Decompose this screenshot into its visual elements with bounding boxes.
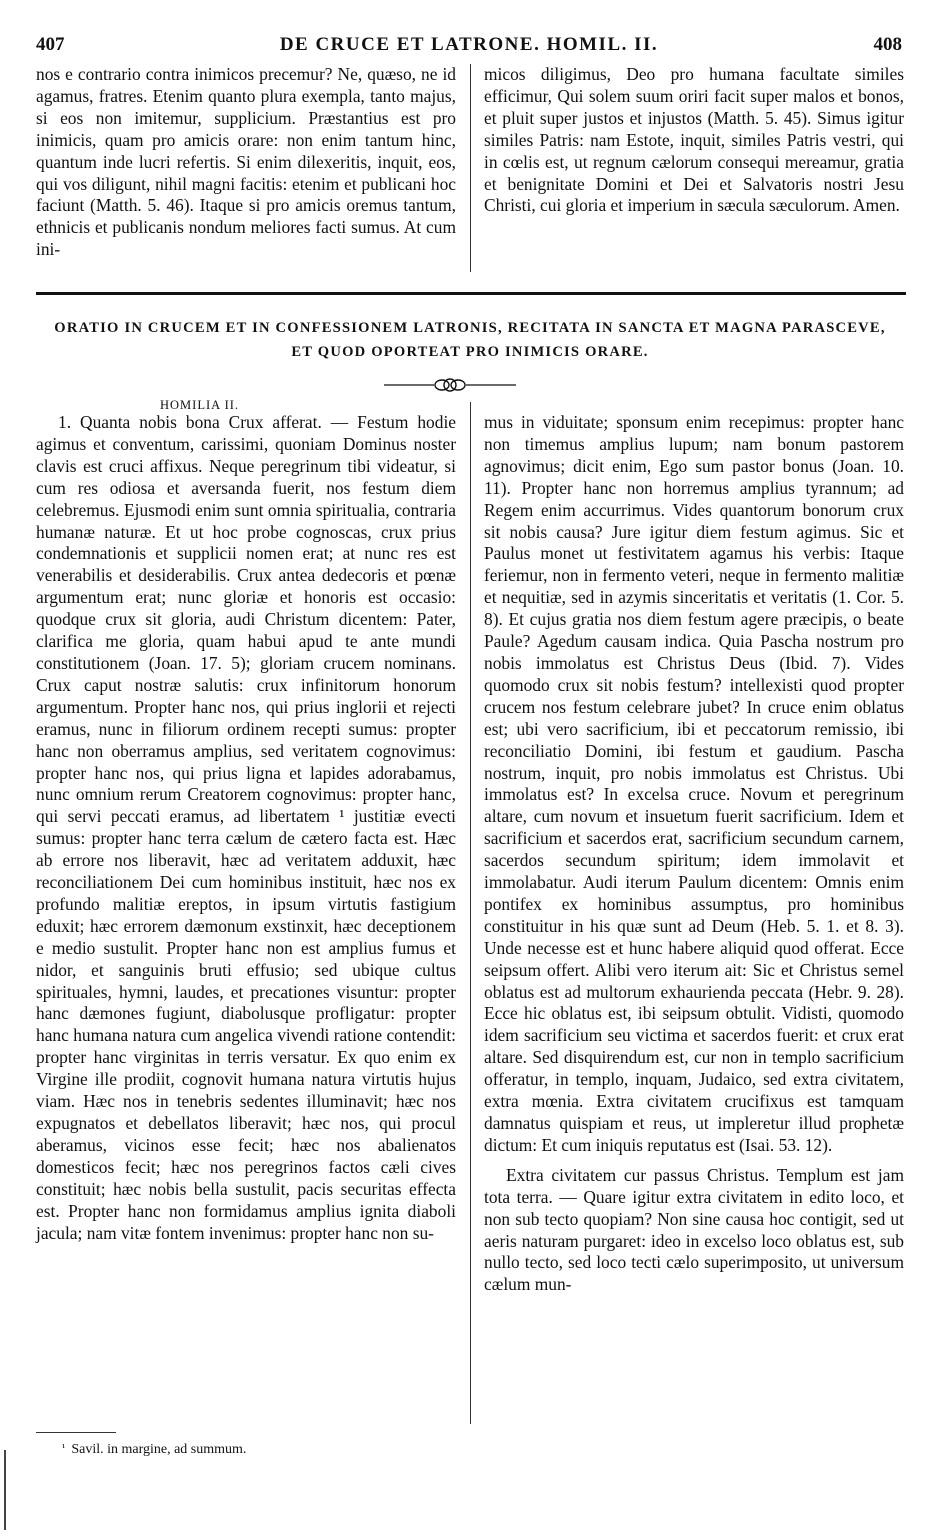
running-title: DE CRUCE ET LATRONE. HOMIL. II. [279, 34, 659, 55]
homily-label: HOMILIA II. [160, 398, 240, 412]
oration-title [30, 316, 910, 364]
paragraph: Extra civitatem cur passus Christus. Templum est jam tota terra. — Quare igitur extra civitatem in edito loco, et non sub tecto quopiam? Non sine causa hoc contigit, sed ut aeris naturam purgaret: ideo in excelso loco oblatus est, sub nullo tecto, sed loco tecti cælo superimposito, ut universum cælum mun- [484, 1164, 904, 1295]
footnote [62, 1442, 246, 1458]
running-header [36, 34, 902, 58]
paragraph: 1. Quanta nobis bona Crux afferat. — Festum hodie agimus et conventum, carissimi, quoniam Dominus noster clavis est cruci affixus. Neque peregrinum tibi videatur, si cum res odiosa et aversanda fuerit, nos festum diem celebremus. Ejusmodi enim sunt omnia spiritualia, contraria humanæ naturæ. Et ut hoc probe cognoscas, crux prius condemnationis et supplicii nomen erat; at nunc res est venerabilis et desiderabilis. Crux antea dedecoris et pœnæ argumentum erat; nunc gloriæ et honoris est occasio: quodque crux sit gloria, audi Christum dicentem: Pater, clarifica me gloria, quam habui apud te ante mundi constitutionem (Joan. 17. 5); gloriam crucem nominans. Crux caput nostræ salutis: crux infinitorum honorum argumentum. Propter hanc nos, qui prius inglorii et rejecti eramus, nunc in filiorum ordinem recepti sumus: propter hanc non oberramus amplius, sed veritatem cognovimus: propter hanc nos, qui prius ligna et lapides adorabamus, nunc omnium rerum Creatorem cognovimus: propter hanc, qui servi peccati eramus, ad libertatem ¹ justitiæ evecti sumus: propter hanc terra cælum de cætero facta est. Hæc ab errore nos liberavit, hæc ad veritatem adduxit, hæc reconciliationem Dei cum hominibus instituit, hæc nos ex profundo malitiæ ereptos, in ipsum virtutis fastigium eduxit; hæc errorem dæmonum exstinxit, hæc deceptionem e medio sustulit. Propter hanc non est amplius fumus et nidor, et sanguinis bruti effusio; sed ubique cultus spirituales, hymni, laudes, et precationes visuntur: propter hanc dæmones fugiunt, diabolusque profligatur: propter hanc humana natura cum angelica vivendi ratione contendit: propter hanc virginitas in terris versatur. Ex quo enim ex Virgine ille prodiit, cognovit humana natura virtutis hujus viam. Hæc nos in tenebris sedentes illuminavit; hæc nos expugnatos et debellatos liberavit; hæc nos, qui procul aberamus, vicinos esse fecit; hæc nos abalienatos domesticos fecit; hæc nos peregrinos factos cæli cives constituit; hæc nobis bella sustulit, pacis securitas effecta est. Propter hanc non formidamus amplius ignita diaboli jacula; nam vitæ fontem invenimus: propter hanc non su- [36, 412, 456, 1243]
bottom-right-column [484, 412, 904, 1296]
section-rule [36, 292, 906, 295]
column-divider [470, 64, 471, 272]
page-number-left: 407 [36, 34, 65, 55]
column-divider [470, 402, 471, 1424]
paragraph: micos diligimus, Deo pro humana facultate similes efficimur, Qui solem suum oriri facit super malos et bonos, et pluit super justos et injustos (Matth. 5. 45). Simus igitur similes Patris: nam Estote, inquit, similes Patris vestri, qui in cœlis est, ut regnum cælorum consequi mereamur, gratia et benignitate Domini et Dei et Salvatoris nostri Jesu Christi, cui gloria et imperium in sæcula sæculorum. Amen. [484, 64, 904, 216]
top-left-column [36, 64, 456, 261]
ornament-divider [384, 378, 516, 392]
bottom-left-column [36, 412, 456, 1244]
footnote-mark: ¹ [62, 1442, 66, 1454]
page-edge-mark [4, 1450, 6, 1530]
paragraph: mus in viduitate; sponsum enim recepimus: propter hanc non timemus amplius lupum; nam bonum pastorem agnovimus; dicit enim, Ego sum pastor bonus (Joan. 10. 11). Propter hanc non horremus amplius tyrannum; ad Regem enim accurrimus. Vides quantorum bonorum crux sit nobis causa? Jure igitur diem festum agimus. Sic et Paulus monet ut festivitatem agamus his verbis: Itaque feriemur, non in fermento veteri, neque in fermento malitiæ et nequitiæ, sed in azymis sinceritatis et veritatis (1. Cor. 5. 8). Et cujus gratia nos diem festum agere præcipis, o beate Paule? Agedum causam indica. Quia Pascha nostrum pro nobis immolatus est Christus Deus (Ibid. 7). Vides quomodo crux sit nobis festum? intellexisti quod propter crucem nos festum celebrare jubet? In cruce enim oblatus est; ubi vero sacrificium, ibi et peccatorum remissio, ibi reconciliatio Domini, ibi festum et gaudium. Pascha nostrum, inquit, pro nobis immolatus est Christus. Ubi immolatus est? In excelsa cruce. Novum et peregrinum altare, cum novum et insuetum fuerit sacrificium. Idem et sacrificium et sacerdos erat, sacrificium secundum carnem, sacerdos secundum spiritum; idem immolavit et immolabatur. Audi iterum Paulum dicentem: Omnis enim pontifex ex hominibus assumptus, pro hominibus constituitur in his quæ sunt ad Deum (Heb. 5. 1. et 8. 3). Unde necesse est et hunc habere aliquid quod offerat. Ecce seipsum offert. Alibi vero iterum ait: Sic et Christus semel oblatus est ad multorum exhaurienda peccata (Hebr. 9. 28). Ecce hic oblatus est, ibi seipsum obtulit. Vidisti, quomodo idem sacrificium seu victima et sacerdos fuerit: et crux erat altare. Sed disquirendum est, cur non in templo sacrificium offeratur, in templo, inquam, Judaico, sed extra civitatem, extra mœnia. Extra civitatem crucifixus est tamquam damnatus quispiam et reus, ut impleretur illud prophetæ dictum: Et cum iniquis reputatus est (Isai. 53. 12). [484, 412, 904, 1155]
oration-title-line: ET QUOD OPORTEAT PRO INIMICIS ORARE. [291, 344, 649, 360]
top-right-column [484, 64, 904, 217]
footnote-text: Savil. in margine, ad summum. [71, 1442, 247, 1457]
oration-title-line: ORATIO IN CRUCEM ET IN CONFESSIONEM LATRONIS, RECITATA IN SANCTA ET MAGNA PARASCEVE, [54, 320, 886, 336]
footnote-rule [36, 1432, 116, 1433]
paragraph: nos e contrario contra inimicos precemur? Ne, quæso, ne id agamus, fratres. Etenim quanto plura exempla, tanto majus, si eos non imitemur, supplicium. Præstantius est pro inimicis, quam pro amicis orare: non enim tantum hinc, quantum inde lucri refertis. Si enim dilexeritis, inquit, eos, qui vos diligunt, nihil magni facitis: etenim et publicani hoc faciunt (Matth. 5. 46). Itaque si pro amicis oremus tantum, ethnicis et publicanis nondum meliores facti sumus. At cum ini- [36, 64, 456, 260]
page-number-right: 408 [873, 34, 902, 55]
